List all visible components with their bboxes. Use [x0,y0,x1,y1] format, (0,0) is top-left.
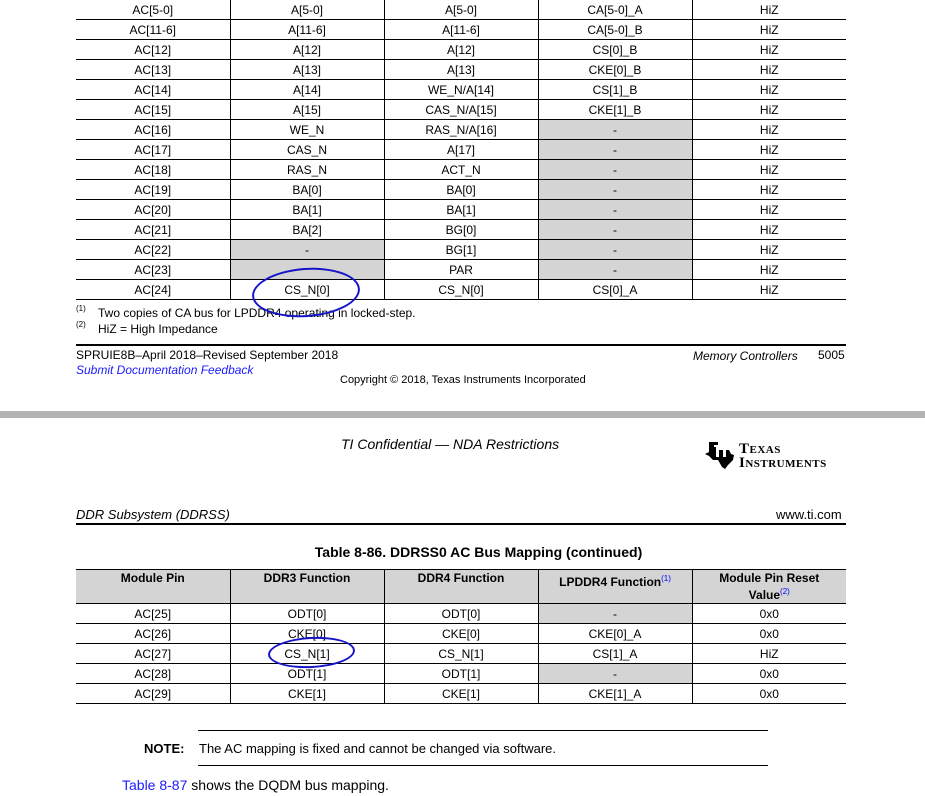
table-cell: - [538,604,692,624]
table-cell: BA[0] [384,180,538,200]
table-cell: - [538,140,692,160]
table-cell: - [538,260,692,280]
note-rule-top [198,730,768,731]
header-rule [76,523,846,525]
table-cell: BA[1] [230,200,384,220]
table-cell: - [538,664,692,684]
table-row [76,664,846,684]
table-cell: AC[19] [76,180,230,200]
table-cell: - [538,240,692,260]
table-cell: CKE[1] [230,684,384,704]
table-cell: CKE[1] [384,684,538,704]
table-cell: AC[24] [76,280,230,300]
table-cell: CA[5-0]_A [538,0,692,20]
table-cell: CS[0]_B [538,40,692,60]
table-cell: CS[1]_B [538,80,692,100]
col-module-pin: Module Pin [76,570,230,604]
table-cell: HiZ [692,180,846,200]
table-cell: CKE[0]_B [538,60,692,80]
col-lpddr4-function [538,570,692,604]
table-cell: AC[21] [76,220,230,240]
table-cell: ODT[0] [230,604,384,624]
table-cell: BG[0] [384,220,538,240]
note-rule-bottom [198,765,768,766]
footnote-1-marker: (1) [76,304,86,313]
table-row [76,100,846,120]
table-cell: - [538,180,692,200]
table-row [76,140,846,160]
table-cell: AC[23] [76,260,230,280]
table-cell: AC[5-0] [76,0,230,20]
table-cell: CS_N[0] [384,280,538,300]
table-cell: CS[0]_A [538,280,692,300]
table-cell: HiZ [692,240,846,260]
table-cell: ODT[1] [230,664,384,684]
table-cell: 0x0 [692,684,846,704]
table-cell: AC[13] [76,60,230,80]
table-row [76,684,846,704]
table-cell: AC[22] [76,240,230,260]
footnote-ref-1[interactable]: (1) [661,574,671,583]
table-cell: AC[20] [76,200,230,220]
table-row [76,280,846,300]
table-cell: A[11-6] [384,20,538,40]
col-ddr3-function: DDR3 Function [230,570,384,604]
table-cell: ODT[1] [384,664,538,684]
table-cell: A[13] [384,60,538,80]
table-cell: HiZ [692,644,846,664]
table-cell: 0x0 [692,624,846,644]
table-cell: A[5-0] [384,0,538,20]
table-row [76,240,846,260]
table-cell: ODT[0] [384,604,538,624]
table-cell: BA[1] [384,200,538,220]
table-cell: A[12] [384,40,538,60]
table-cell: CAS_N [230,140,384,160]
table-cell: CAS_N/A[15] [384,100,538,120]
table-cell: AC[15] [76,100,230,120]
table-cell: A[12] [230,40,384,60]
table-cell: AC[12] [76,40,230,60]
col-ddr4-function: DDR4 Function [384,570,538,604]
table-row [76,180,846,200]
table-cell: - [538,220,692,240]
table-reference-sentence [122,777,389,793]
table-cell: RAS_N/A[16] [384,120,538,140]
table-cell: AC[25] [76,604,230,624]
table-cell: - [538,160,692,180]
table-cell: ACT_N [384,160,538,180]
table-cell: A[13] [230,60,384,80]
table-cell: CS_N[1] [384,644,538,664]
table-row [76,200,846,220]
table-cell: A[5-0] [230,0,384,20]
table-cell: AC[16] [76,120,230,140]
table-cell: AC[11-6] [76,20,230,40]
table-row [76,20,846,40]
page-footer-rule [76,344,846,346]
page-number: 5005 [818,348,845,362]
table-cell: CKE[0]_A [538,624,692,644]
table-cell: BG[1] [384,240,538,260]
table-row [76,624,846,644]
table-cell: 0x0 [692,604,846,624]
footnote-2-text: HiZ = High Impedance [98,322,218,336]
table-cell: HiZ [692,280,846,300]
table-reference-text: shows the DQDM bus mapping. [187,777,389,793]
ac-bus-mapping-table-continued [76,569,846,704]
table-cell: 0x0 [692,664,846,684]
table-cell: WE_N [230,120,384,140]
note-text: The AC mapping is fixed and cannot be changed via software. [199,741,556,756]
table-cell: AC[27] [76,644,230,664]
table-cell: - [538,200,692,220]
table-cell: CKE[0] [384,624,538,644]
table-cell: CS_N[0] [230,280,384,300]
table-cell: CS_N[1] [230,644,384,664]
table-cell: WE_N/A[14] [384,80,538,100]
confidential-banner: TI Confidential — NDA Restrictions [341,436,560,452]
table-cell: HiZ [692,40,846,60]
header-section: DDR Subsystem (DDRSS) [76,507,230,522]
table-row [76,160,846,180]
table-cell: HiZ [692,260,846,280]
table-cell: AC[18] [76,160,230,180]
page-separator [0,411,925,418]
table-cell: A[14] [230,80,384,100]
table-cell: BA[0] [230,180,384,200]
table-cell: CS[1]_A [538,644,692,664]
col-reset-label: Module Pin Reset Value [719,571,820,602]
table-cell: HiZ [692,200,846,220]
table-cell: HiZ [692,60,846,80]
header-url[interactable]: www.ti.com [776,507,842,522]
table-8-87-link[interactable]: Table 8-87 [122,777,188,793]
footnote-1-text: Two copies of CA bus for LPDDR4 operating in locked-step. [98,306,416,320]
table-cell: HiZ [692,160,846,180]
footnote-2-marker: (2) [76,320,86,329]
ti-logo [703,438,848,474]
note-label: NOTE: [144,741,185,756]
table-cell: CKE[1]_B [538,100,692,120]
texas-state-icon [703,438,737,472]
table-cell: AC[28] [76,664,230,684]
table-cell: A[11-6] [230,20,384,40]
table-title: Table 8-86. DDRSS0 AC Bus Mapping (continued) [314,544,643,560]
col-lpddr4-label: LPDDR4 Function [559,575,662,589]
col-reset-value [692,570,846,604]
table-row [76,40,846,60]
table-cell: BA[2] [230,220,384,240]
table-cell: HiZ [692,0,846,20]
table-cell: HiZ [692,120,846,140]
table-row [76,120,846,140]
table-cell: AC[26] [76,624,230,644]
table-row [76,260,846,280]
table-cell: AC[29] [76,684,230,704]
table-cell: RAS_N [230,160,384,180]
table-row [76,0,846,20]
table-cell: CA[5-0]_B [538,20,692,40]
table-cell: AC[17] [76,140,230,160]
table-row [76,644,846,664]
table-cell: - [230,240,384,260]
table-cell: HiZ [692,20,846,40]
table-cell: HiZ [692,100,846,120]
table-cell: AC[14] [76,80,230,100]
submit-feedback-link[interactable]: Submit Documentation Feedback [76,363,254,377]
table-row [76,80,846,100]
copyright: Copyright © 2018, Texas Instruments Incorporated [340,374,586,386]
table-cell: HiZ [692,140,846,160]
table-cell: CKE[0] [230,624,384,644]
table-cell: A[17] [384,140,538,160]
table-row [76,604,846,624]
table-cell: HiZ [692,80,846,100]
table-cell: A[15] [230,100,384,120]
document-id: SPRUIE8B–April 2018–Revised September 2018 [76,348,339,362]
logo-line-2: Instruments [739,455,827,471]
table-cell: HiZ [692,220,846,240]
table-row [76,220,846,240]
ac-bus-mapping-table-top [76,0,846,300]
table-row [76,60,846,80]
table-cell: - [538,120,692,140]
footnote-ref-2[interactable]: (2) [780,587,790,596]
logo-line-1: Texas [739,441,781,457]
section-name: Memory Controllers [693,349,798,363]
table-cell: PAR [384,260,538,280]
table-cell: CKE[1]_A [538,684,692,704]
